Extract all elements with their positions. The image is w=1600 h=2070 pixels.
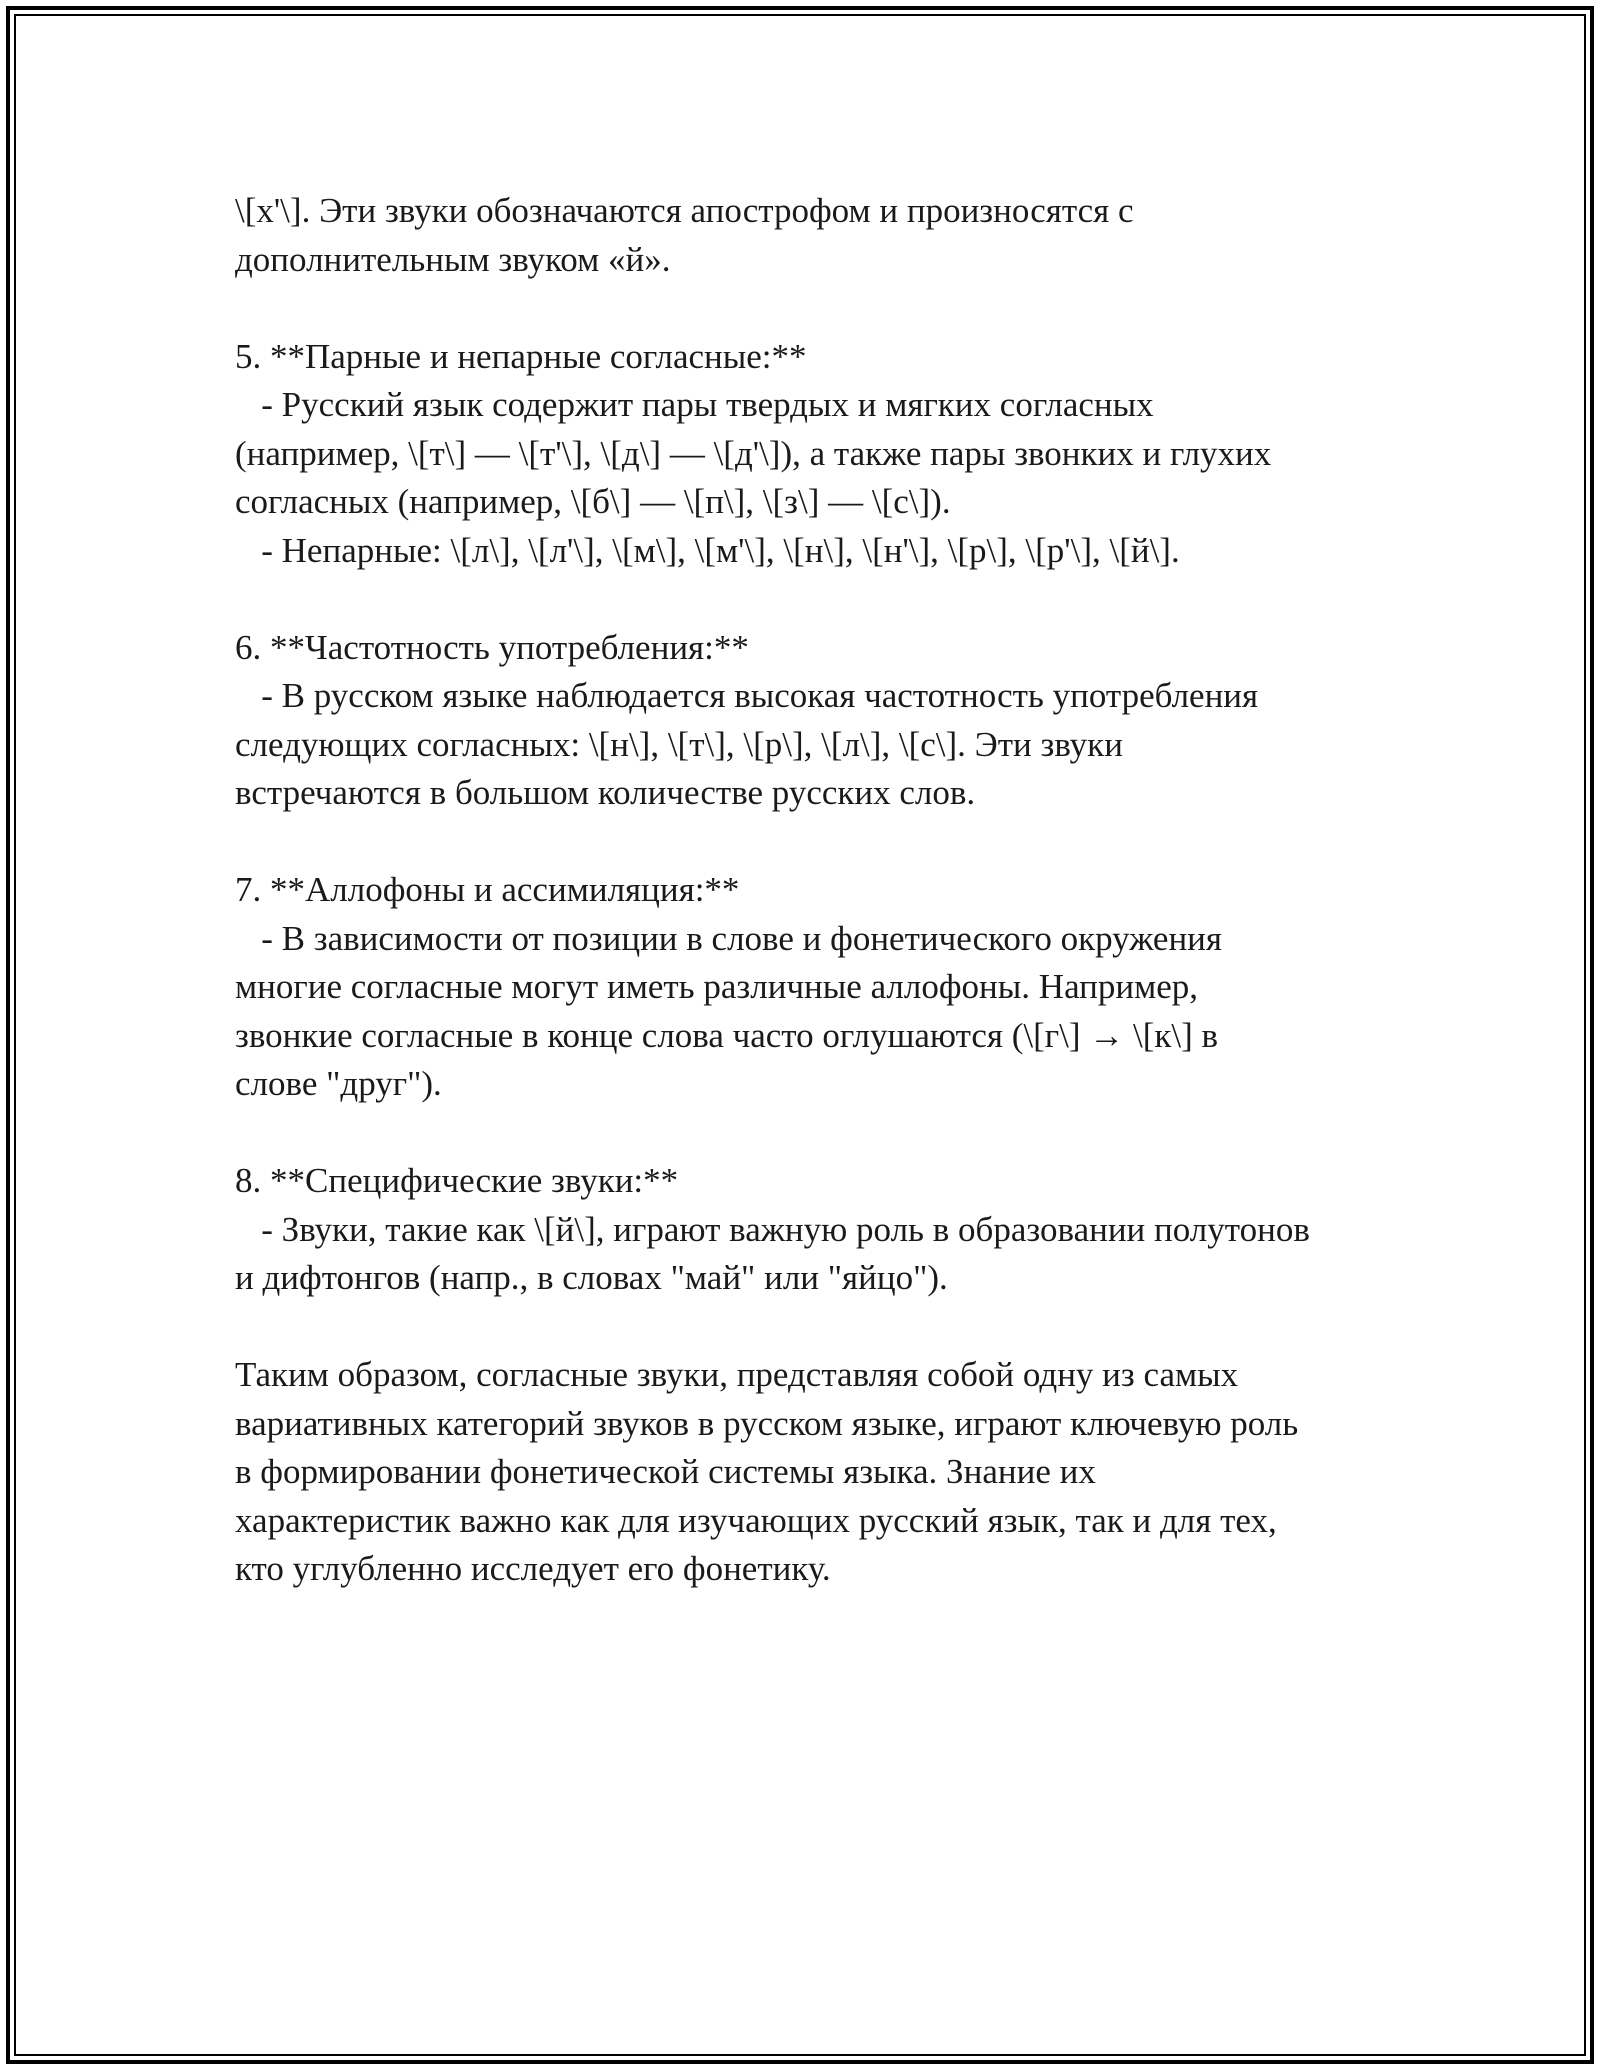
list-item-8-specific-sounds [235,1157,1425,1303]
paragraph-gap [235,1303,1425,1352]
text-line: характеристик важно как для изучающих русский язык, так и для тех, [235,1500,1277,1540]
paragraph-gap [235,1109,1425,1158]
list-item-7-allophones [235,866,1425,1109]
list-item-heading: 6. **Частотность употребления:** [235,627,749,667]
paragraph-gap [235,818,1425,867]
list-item-6-frequency [235,624,1425,818]
text-line: следующих согласных: \[н\], \[т\], \[р\], \[л\], \[с\]. Эти звуки [235,724,1123,764]
text-line: - В русском языке наблюдается высокая частотность употребления [235,676,1259,715]
text-line: согласных (например, \[б\] — \[п\], \[з\] — \[с\]). [235,482,951,521]
text-line: - Русский язык содержит пары твердых и мягких согласных [235,385,1154,424]
text-line: многие согласные могут иметь различные аллофоны. Например, [235,967,1199,1006]
text-line: дополнительным звуком «й». [235,239,671,279]
text-line: - Непарные: \[л\], \[л'\], \[м\], \[м'\], \[н\], \[н'\], \[р\], \[р'\], \[й\]. [235,530,1180,570]
paragraph-intro-continuation [235,187,1425,284]
text-line: встречаются в большом количестве русских слов. [235,773,976,812]
list-item-heading: 8. **Специфические звуки:** [235,1161,679,1200]
text-line: вариативных категорий звуков в русском языке, играют ключевую роль [235,1403,1299,1443]
list-item-5-paired-consonants [235,333,1425,576]
text-line: слове "друг"). [235,1064,442,1103]
text-line: (например, \[т\] — \[т'\], \[д\] — \[д'\]), а также пары звонких и глухих [235,433,1272,473]
text-line: в формировании фонетической системы языка. Знание их [235,1452,1096,1491]
list-item-heading: 5. **Парные и непарные согласные:** [235,336,807,376]
text-line: звонкие согласные в конце слова часто оглушаются (\[г\] → \[к\] в [235,1015,1219,1055]
document-body [235,187,1425,1594]
text-line: \[х'\]. Эти звуки обозначаются апострофом и произносятся с [235,191,1134,230]
text-line: - Звуки, такие как \[й\], играют важную роль в образовании полутонов [235,1209,1310,1249]
text-line: Таким образом, согласные звуки, представляя собой одну из самых [235,1355,1239,1394]
paragraph-conclusion [235,1351,1425,1594]
paragraph-gap [235,284,1425,333]
list-item-heading: 7. **Аллофоны и ассимиляция:** [235,870,740,909]
paragraph-gap [235,575,1425,624]
text-line: и дифтонгов (напр., в словах "май" или "яйцо"). [235,1258,948,1297]
text-line: кто углубленно исследует его фонетику. [235,1549,831,1588]
text-line: - В зависимости от позиции в слове и фонетического окружения [235,918,1223,958]
